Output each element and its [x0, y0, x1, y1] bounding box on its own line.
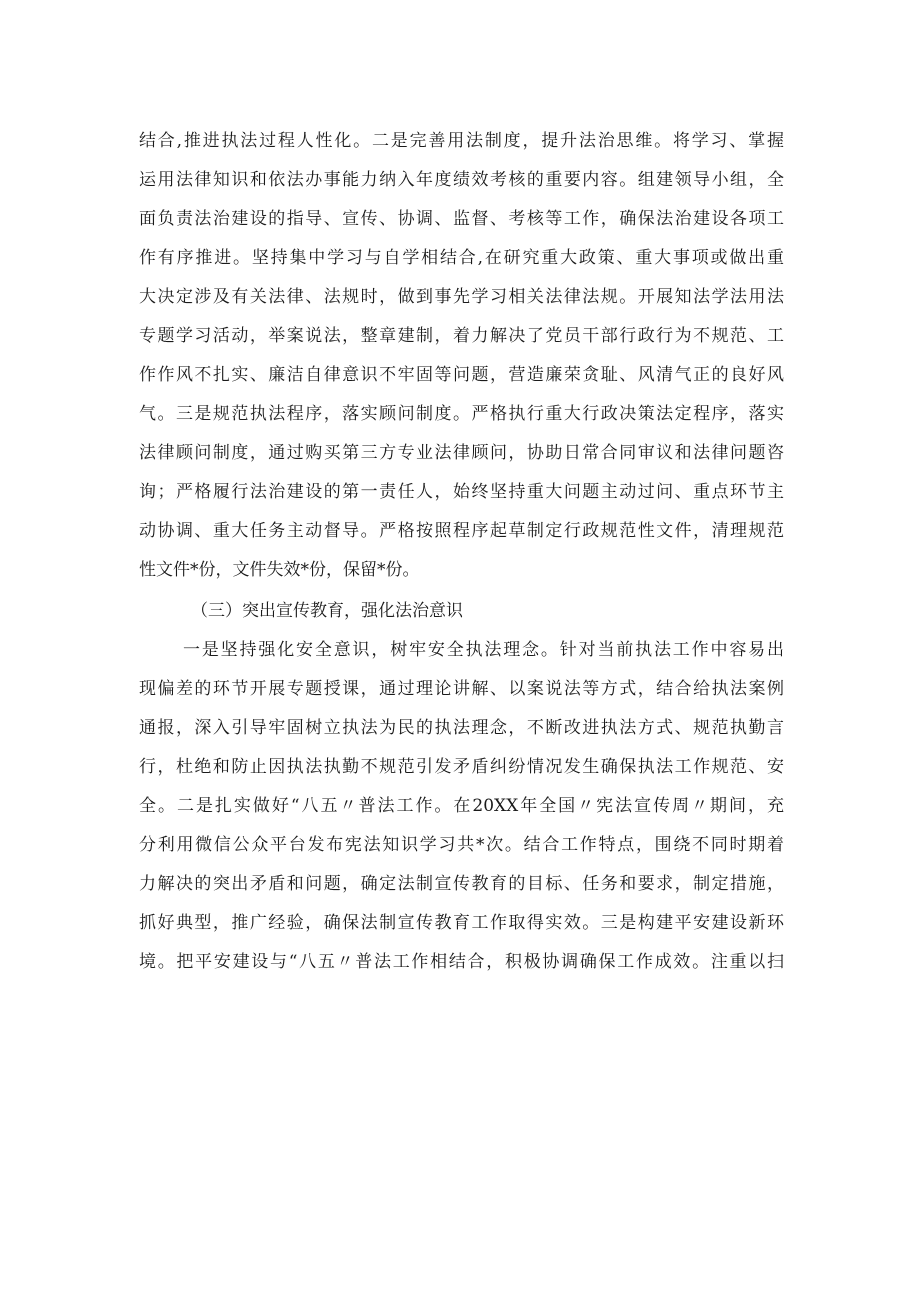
text-line: 境。把平安建设与“八五〃普法工作相结合，积极协调确保工作成效。注重以扫 [139, 952, 784, 972]
text-line: 作作风不扎实、廉洁自律意识不牢固等问题，营造廉荣贪耻、风清气正的良好风 [139, 365, 784, 385]
section-heading: （三）突出宣传教育，强化法治意识 [191, 601, 463, 621]
text-line: 询；严格履行法治建设的第一责任人，始终坚持重大问题主动过问、重点环节主 [139, 482, 784, 502]
paragraph-publicity-education [139, 631, 784, 982]
text-line: 专题学习活动，举案说法，整章建制，着力解决了党员干部行政行为不规范、工 [139, 326, 784, 346]
text-line: 抓好典型，推广经验，确保法制宣传教育工作取得实效。三是构建平安建设新环 [139, 913, 784, 933]
document-body [139, 122, 784, 982]
text-line: 分利用微信公众平台发布宪法知识学习共*次。结合工作特点，围绕不同时期着 [139, 835, 784, 855]
text-line: 现偏差的环节开展专题授课，通过理论讲解、以案说法等方式，结合给执法案例 [139, 679, 784, 699]
text-line: 气。三是规范执法程序，落实顾问制度。严格执行重大行政决策法定程序，落实 [139, 404, 784, 424]
text-line: 全。二是扎实做好“八五〃普法工作。在20XX年全国〃宪法宣传周〃期间，充 [139, 796, 784, 816]
text-line: 作有序推进。坚持集中学习与自学相结合,在研究重大政策、重大事项或做出重 [139, 248, 784, 268]
text-line: 一是坚持强化安全意识，树牢安全执法理念。针对当前执法工作中容易出 [183, 640, 784, 660]
text-line: 力解决的突出矛盾和问题，确定法制宣传教育的目标、任务和要求，制定措施， [139, 874, 784, 894]
paragraph-legal-system [139, 122, 784, 590]
text-line: 面负责法治建设的指导、宣传、协调、监督、考核等工作，确保法治建设各项工 [139, 209, 784, 229]
text-line: 结合,推进执法过程人性化。二是完善用法制度，提升法治思维。将学习、掌握 [139, 131, 784, 151]
text-line: 性文件*份，文件失效*份，保留*份。 [139, 560, 420, 580]
text-line: 通报，深入引导牢固树立执法为民的执法理念，不断改进执法方式、规范执勤言 [139, 718, 784, 738]
text-line: 运用法律知识和依法办事能力纳入年度绩效考核的重要内容。组建领导小组，全 [139, 170, 784, 190]
text-line: 大决定涉及有关法律、法规时，做到事先学习相关法律法规。开展知法学法用法 [139, 287, 784, 307]
text-line: 行，杜绝和防止因执法执勤不规范引发矛盾纠纷情况发生确保执法工作规范、安 [139, 757, 784, 777]
text-line: 动协调、重大任务主动督导。严格按照程序起草制定行政规范性文件，清理规范 [139, 521, 784, 541]
text-line: 法律顾问制度，通过购买第三方专业法律顾问，协助日常合同审议和法律问题咨 [139, 443, 784, 463]
